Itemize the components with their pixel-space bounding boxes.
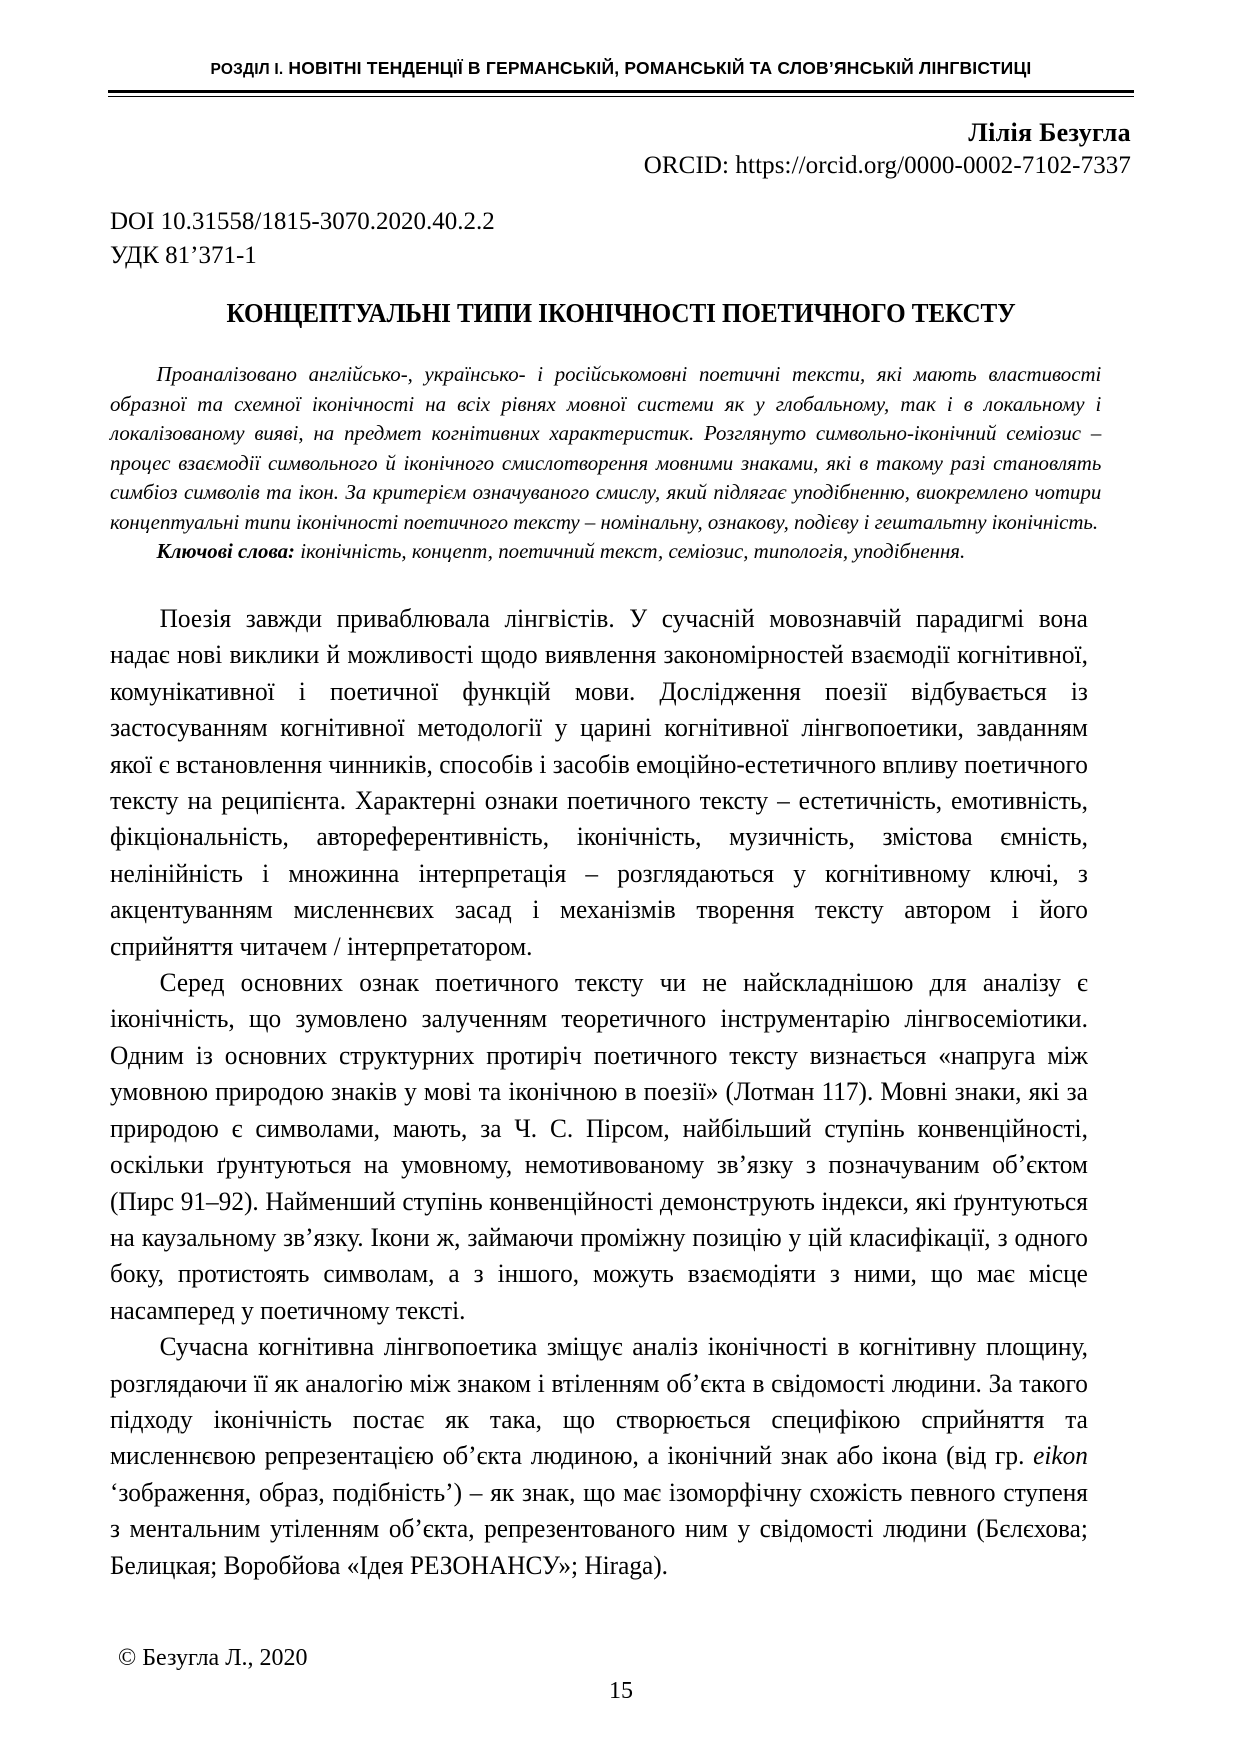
body-paragraph-3 (110, 1328, 1088, 1583)
running-head-chapter: РОЗДІЛ І. (210, 61, 284, 78)
body-paragraph-1: Поезія завжди приваблювала лінгвістів. У сучасній мовознавчій парадигмі вона надає нові виклики й можливості щодо виявлення закономірностей взаємодії когнітивної, комунікативної і поетичної функцій мови. Дослідження поезії відбувається із застосуванням когнітивної методології у царині когнітивної лінгвопоетики, завданням якої є встановлення чинників, способів і засобів емоційно-естетичного впливу поетичного тексту на реципієнта. Характерні ознаки поетичного тексту – естетичність, емотивність, фікціональність, автореферентивність, іконічність, музичність, змістова ємність, нелінійність і множинна інтерпретація – розглядаються у когнітивному ключі, з акцентуванням мисленнєвих засад і механізмів творення тексту автором і його сприйняття читачем / інтерпретатором. (110, 603, 1088, 961)
body-paragraph-3-part-1: Сучасна когнітивна лінгвопоетика зміщує аналіз іконічності в когнітивну площину, розглядаючи її як аналогію між знаком і втіленням об’єкта в свідомості людини. За такого підходу іконічність постає як така, що створюється специфікою сприйняття та мисленнєвою репрезентацією об’єкта людиною, а іконічний знак або ікона (від гр. (110, 1331, 1088, 1471)
udc-identifier: УДК 81’371-1 (110, 242, 257, 269)
author-name: Лілія Безугла (968, 118, 1131, 147)
header-divider-rule (108, 90, 1134, 97)
page-number: 15 (609, 1678, 633, 1704)
doi-identifier: DOI 10.31558/1815-3070.2020.40.2.2 (110, 208, 495, 235)
keywords-line (110, 537, 1101, 567)
keywords-text: іконічність, концепт, поетичний текст, семіозис, типологія, уподібнення. (300, 539, 966, 563)
author-orcid: ORCID: https://orcid.org/0000-0002-7102-7337 (643, 152, 1131, 179)
greek-term-eikon: eikon (1033, 1440, 1088, 1471)
running-head-text: НОВІТНІ ТЕНДЕНЦІЇ В ГЕРМАНСЬКІЙ, РОМАНСЬКІЙ ТА СЛОВ’ЯНСЬКІЙ ЛІНГВІСТИЦІ (288, 58, 1032, 78)
running-head (110, 58, 1132, 79)
page-title: КОНЦЕПТУАЛЬНІ ТИПИ ІКОНІЧНОСТІ ПОЕТИЧНОГО ТЕКСТУ (226, 298, 1016, 328)
body-text (110, 600, 1088, 1583)
body-paragraph-3-part-2: ‘зображення, образ, подібність’) – як знак, що має ізоморфічну схожість певного ступеня з ментальним утіленням об’єкта, репрезентованого ним у свідомості людини (Бєлєхова; Белицкая; Воробйова «Ідея РЕЗОНАНСУ»; Hiraga). (110, 1476, 1088, 1580)
body-paragraph-2: Серед основних ознак поетичного тексту чи не найскладнішою для аналізу є іконічність, що зумовлено залученням теоретичного інструментарію лінгвосеміотики. Одним із основних структурних протиріч поетичного тексту визнається «напруга між умовною природою знаків у мові та іконічною в поезії» (Лотман 117). Мовні знаки, які за природою є символами, мають, за Ч. С. Пірсом, найбільший ступінь конвенційності, оскільки ґрунтуються на умовному, немотивованому зв’язку з позначуваним об’єктом (Пирс 91–92). Найменший ступінь конвенційності демонструють індекси, які ґрунтуються на каузальному зв’язку. Ікони ж, займаючи проміжну позицію у цій класифікації, з одного боку, протистоять символам, а з іншого, можуть взаємодіяти з ними, що має місце насамперед у поетичному тексті. (110, 967, 1088, 1325)
abstract-text: Проаналізовано англійсько-, українсько- і російськомовні поетичні тексти, які мають властивості образної та схемної іконічності на всіх рівнях мовної системи як у глобальному, так і в локальному і локалізованому вияві, на предмет когнітивних характеристик. Розглянуто символьно-іконічний семіозис – процес взаємодії символьного й іконічного смислотворення мовними знаками, які в такому разі становлять симбіоз символів та ікон. За критерієм означуваного смислу, який підлягає уподібненню, виокремлено чотири концептуальні типи іконічності поетичного тексту – номінальну, ознакову, подієву і гештальтну іконічність. (110, 362, 1102, 534)
keywords-label: Ключові слова: (156, 539, 295, 563)
copyright-notice: © Безугла Л., 2020 (118, 1645, 308, 1671)
abstract-section (110, 360, 1101, 567)
